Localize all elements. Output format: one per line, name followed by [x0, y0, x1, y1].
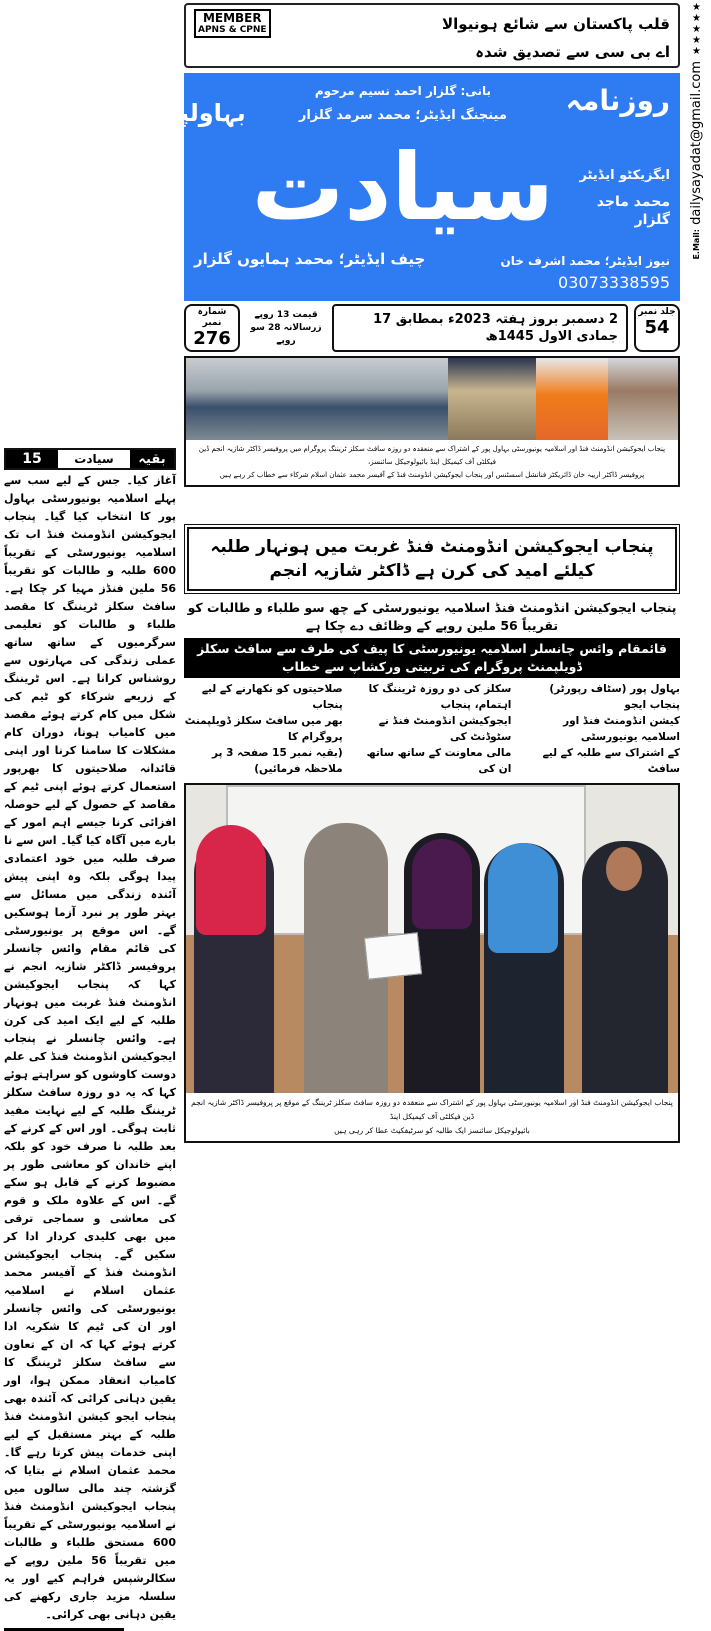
text-line: پنجاب ایجوکیشن انڈومنٹ فنڈ غربت میں — [4, 978, 176, 1009]
baqia-label: بقیہ — [130, 450, 174, 468]
date-text: 2 دسمبر بروز ہفتہ 2023ء بمطابق 17 جمادی الاول 1445ھ — [373, 312, 618, 344]
text-line: ہے۔ وائس چانسلر نے پنجاب ایجوکیشن — [4, 1032, 176, 1063]
volume-number: 54 — [644, 317, 670, 338]
article-column — [521, 681, 680, 777]
managing-editor: مینجنگ ایڈیٹر؛ محمد سرمد گلزار — [298, 108, 507, 123]
text-line: کے لیے اپنی خدمات پیش کرتا رہے گا۔ — [4, 1428, 176, 1459]
continued-text — [4, 472, 176, 1624]
speaker-photo-2 — [536, 358, 608, 440]
continued-column — [4, 448, 176, 1631]
date-box — [332, 304, 628, 352]
executive-editor-name: محمد ماجد گلزار — [596, 194, 670, 228]
text-line: ادا کر سکیں گے۔ پنجاب ایجوکیشن — [4, 1230, 176, 1261]
email-label: E.Mail: — [691, 229, 701, 260]
text-line: تک اسلامیہ یونیورسٹی کے تقریباً 600 — [4, 528, 176, 577]
executive-editor-title: ایگزیکٹو ایڈیٹر — [579, 168, 670, 183]
article-columns — [184, 681, 680, 777]
speaker-photo-3 — [608, 358, 678, 440]
text-line: انڈومنٹ فنڈ کی علم دوست کاوشوں کو — [4, 1050, 176, 1081]
text-line: قائدانہ صلاحیتوں کا بھرپور استعمال — [4, 762, 176, 793]
text-line: طلبہ و طالبات کو تقریباً 56 ملین فنڈز مہیا — [4, 564, 176, 595]
line: بہاول پور (سٹاف رپورٹر) پنجاب ایجو — [549, 683, 680, 711]
line: بھر میں سافٹ سکلز ڈویلپمنٹ پروگرام کا — [184, 715, 343, 743]
certificate-photo-caption — [184, 1093, 680, 1143]
text-line: ثابت ہوگی۔ اور اس کے کرنے کے — [4, 1122, 176, 1135]
volume-label: جلد نمبر — [638, 307, 676, 317]
main-column — [151, 3, 680, 1143]
header-left-column — [146, 83, 246, 129]
text-line: فنڈ نے اسلامیہ یونیورسٹی کے تقریباً — [4, 1500, 176, 1531]
text-line: اسلامیہ یونیورسٹی بہاول پور کا انتخاب کیا — [4, 492, 176, 523]
email-contact[interactable] — [689, 61, 704, 260]
text-line: یقین دہانی کرائی کہ آئندہ بھی پنجاب ایجو — [4, 1392, 176, 1423]
tagline-right: قلب پاکستان سے شائع ہونیوالا — [442, 14, 670, 33]
paper-name: سیادت — [74, 452, 114, 466]
line: مالی معاونت کے ساتھ ساتھ ان کی — [366, 747, 512, 775]
text-line: 56 ملین روپے کے سکالرشپس فراہم — [4, 1554, 176, 1585]
text-line: سکلز ٹریننگ طلبہ کے لیے نہایت مفید — [4, 1086, 176, 1117]
price: قیمت 13 روپے — [254, 309, 318, 320]
text-line: موقع پر یونیورسٹی کی قائم مقام وائس — [4, 924, 176, 955]
newspaper-header — [151, 73, 680, 301]
text-line: کرتے ہوئے اپنی ٹیم کے مقاصد کے — [4, 780, 176, 811]
header-right-column — [560, 83, 670, 229]
subheadline-inverted: قائمقام وائس چانسلر اسلامیہ یونیورسٹی کا پیف کی طرف سے سافٹ سکلز ڈویلپمنٹ پروگرام کی تربیتی ورکشاپ سے خطاب — [184, 638, 680, 678]
text-line: سالوں میں پنجاب ایجوکیشن انڈومنٹ — [4, 1482, 176, 1513]
text-line: ٹریننگ کا کامیاب انعقاد ممکن ہوا، اور — [4, 1356, 176, 1387]
issue-label: شمارہ نمبر — [197, 307, 227, 328]
text-line: طلباء و طالبات کو تعلیمی سرگرمیوں کے — [4, 618, 176, 649]
text-line: دہانی بھی کرائی۔ — [45, 1608, 146, 1621]
continuation-number: 15 — [6, 450, 58, 468]
text-line: گیا۔ پنجاب ایجوکیشن انڈومنٹ فنڈ اب — [4, 510, 176, 541]
subheadline: پنجاب ایجوکیشن انڈومنٹ فنڈ اسلامیہ یونیورسٹی کے چھ سو طلباء و طالبات کو تقریباً 56 ملین روپے کے وظائف دے چکا ہے — [187, 600, 677, 633]
header-bottom-row — [194, 249, 670, 293]
text-line: بعد طلبہ نا صرف خود کو بلکہ اپنے خاندان کو — [4, 1140, 176, 1171]
headline: پنجاب ایجوکیشن انڈومنٹ فنڈ غربت میں ہونہار طلبہ کیلئے امید کی کرن ہے ڈاکٹر شازیہ انجم — [187, 527, 677, 591]
text-line: بلکہ وہ اپنی پیش آئندہ زندگی میں مسائل — [4, 870, 176, 901]
scarf-1 — [196, 825, 266, 935]
top-photo — [184, 356, 680, 440]
head — [606, 847, 642, 891]
scarf-3 — [412, 839, 472, 929]
text-line: کرتے ہوئے مقصد میں کامیاب ہونا، — [4, 708, 176, 739]
email-strip — [684, 2, 708, 260]
roznama-label: روزنامہ — [565, 84, 670, 117]
text-line: کہ ان کے تعاون سے سافٹ سکلز — [4, 1338, 176, 1369]
member-line2: APNS & CPNE — [198, 25, 267, 35]
text-line: نے اسلامیہ یونیورسٹی کی وائس چانسلر — [4, 1284, 176, 1315]
speaker-photo-1 — [448, 358, 536, 440]
text-line: روشناس کرانا ہے۔ اس ٹریننگ کے — [4, 672, 176, 703]
line: ایجوکیشن انڈومنٹ فنڈ نے سٹوڈنٹ کی — [378, 715, 512, 743]
text-line: سے نا صرف طلبہ میں خود اعتمادی پیدا ہوگی — [4, 834, 176, 883]
text-line: معاشی و سماجی ترقی میں بھی کلیدی کردار — [4, 1212, 176, 1243]
phone-number: 03073338595 — [558, 273, 670, 292]
issue-number: 276 — [193, 328, 231, 349]
text-line: سے بہتر طور پر نبرد آزما ہوسکیں گے۔ اس — [4, 888, 176, 937]
line: کیشن انڈومنٹ فنڈ اور اسلامیہ یونیورسٹی — [563, 715, 680, 743]
audience-photo — [186, 358, 448, 440]
caption-line: پروفیسر ڈاکٹر اریبہ خان ڈائریکٹر فنانشل اسسٹنس اور پنجاب ایجوکیشن انڈومنٹ فنڈ کے آفیسر محمد عثمان اسلام شرکاء سے خطاب کر رہے ہیں — [219, 471, 645, 479]
volume-box — [634, 304, 680, 352]
top-photo-caption — [184, 440, 680, 487]
news-editor: نیوز ایڈیٹر؛ محمد اشرف خان — [500, 254, 670, 268]
text-line: چانسلر پروفیسر ڈاکٹر شازیہ انجم نے کہا کہ — [4, 942, 176, 991]
email-address[interactable]: dailysayadat@gmail.com — [688, 61, 704, 225]
text-line: 600 مستحق طلباء و طالبات میں تقریباً — [4, 1536, 176, 1567]
header-middle-column — [252, 83, 554, 243]
caption-line: بائیولوجیکل سائنسز ایک طالبہ کو سرٹیفکیٹ عطا کر رہی ہیں — [334, 1126, 530, 1135]
caption-line: پنجاب ایجوکیشن انڈومنٹ فنڈ اور اسلامیہ یونیورسٹی بہاول پور کے اشتراک سے منعقدہ دو روزہ سافٹ سکلز ٹریننگ کے موقع پر پروفیسر ڈاکٹر شازیہ انجم ڈین فیکلٹی آف کیمیکل اینڈ — [191, 1098, 673, 1121]
line: کے اشتراک سے طلبہ کے لیے سافٹ — [542, 747, 680, 775]
continuation-header — [4, 448, 176, 470]
city-label: بہاولپور — [151, 99, 246, 127]
issue-box — [184, 304, 240, 352]
text-line: کیشن انڈومنٹ فنڈ طلبہ کے بہتر مستقبل — [4, 1410, 176, 1441]
text-line: دوران کام مشکلات کا سامنا کرنا اور اپنی — [4, 726, 176, 757]
member-badge — [194, 9, 271, 38]
certificate-photo — [184, 783, 680, 1093]
header-grid — [151, 83, 670, 243]
text-line: سکے گے۔ اس کے علاوہ ملک و قوم کی — [4, 1176, 176, 1225]
line: صلاحیتوں کو نکھارنے کے لیے پنجاب — [201, 683, 343, 711]
text-line: اور ان کی ٹیم کا شکریہ ادا کرتے ہوئے کہا — [4, 1320, 176, 1351]
text-line: کر چکا ہے۔ سافٹ سکلز ٹریننگ کا مقصد — [4, 582, 176, 613]
line: سکلز کی دو روزہ ٹریننگ کا اہتمام، پنجاب — [368, 683, 512, 711]
certificate — [364, 932, 422, 979]
continued-note: (بقیہ نمبر 15 صفحہ 3 پر ملاحظہ فرمائیں) — [211, 747, 343, 775]
chief-editor: چیف ایڈیٹر؛ محمد ہمایوں گلزار — [194, 250, 426, 268]
annual-subscription: زرسالانہ 28 سو روپے — [250, 322, 322, 346]
masthead-banner — [184, 3, 680, 68]
text-line: ہونہار طلبہ کے لیے ایک امید کی کرن — [4, 996, 176, 1027]
text-line: امور کے بارے میں آگاہ کیا گیا۔ اس — [4, 816, 176, 847]
text-line: معاشی طور پر مضبوط کرنے کے قابل ہو — [4, 1158, 176, 1189]
text-line: محمد عثمان اسلام نے بتایا کہ گزشتہ چند مالی — [4, 1464, 176, 1495]
text-line: ساتھ ساتھ عملی زندگی کی مہارتوں سے — [4, 636, 176, 667]
caption-line: پنجاب ایجوکیشن انڈومنٹ فنڈ اور اسلامیہ یونیورسٹی بہاول پور کے اشتراک سے منعقدہ دو روزہ سافٹ سکلز ٹریننگ پروگرام میں پروفیسر ڈاکٹر شازیہ انجم ڈین فیکلٹی آف کیمیکل اینڈ بائیولوجیکل سائنسز، — [198, 445, 666, 466]
price-box — [246, 304, 326, 352]
stars-icon: ★★★★★ — [691, 2, 702, 57]
scarf-4 — [488, 843, 558, 953]
newspaper-logo: سیادت — [251, 134, 554, 241]
text-line: حصول کے لیے حوصلہ افزائی کرنا جیسے اہم — [4, 798, 177, 829]
founder-label: بانی: گلزار احمد نسیم مرحوم — [314, 84, 491, 98]
text-line: سراہتے ہوئے کہا کہ یہ دو روزہ سافٹ — [4, 1068, 176, 1099]
text-line: آغاز کیا۔ جس کے لیے سب سے پہلے — [4, 474, 176, 505]
article-column — [353, 681, 512, 777]
text-line: انڈومنٹ فنڈ کے آفیسر محمد عثمان اسلام — [4, 1266, 176, 1297]
text-line: زریعے شرکاء کو ٹیم کی شکل میں کام — [4, 690, 176, 721]
article-column — [184, 681, 343, 777]
date-bar — [184, 304, 680, 352]
text-line: کیے اور یہ سلسلہ مزید جاری رکھنے کی یقین — [4, 1572, 176, 1621]
member-line1: MEMBER — [202, 11, 262, 25]
tagline-left: اے بی سی سے تصدیق شدہ — [475, 43, 670, 61]
